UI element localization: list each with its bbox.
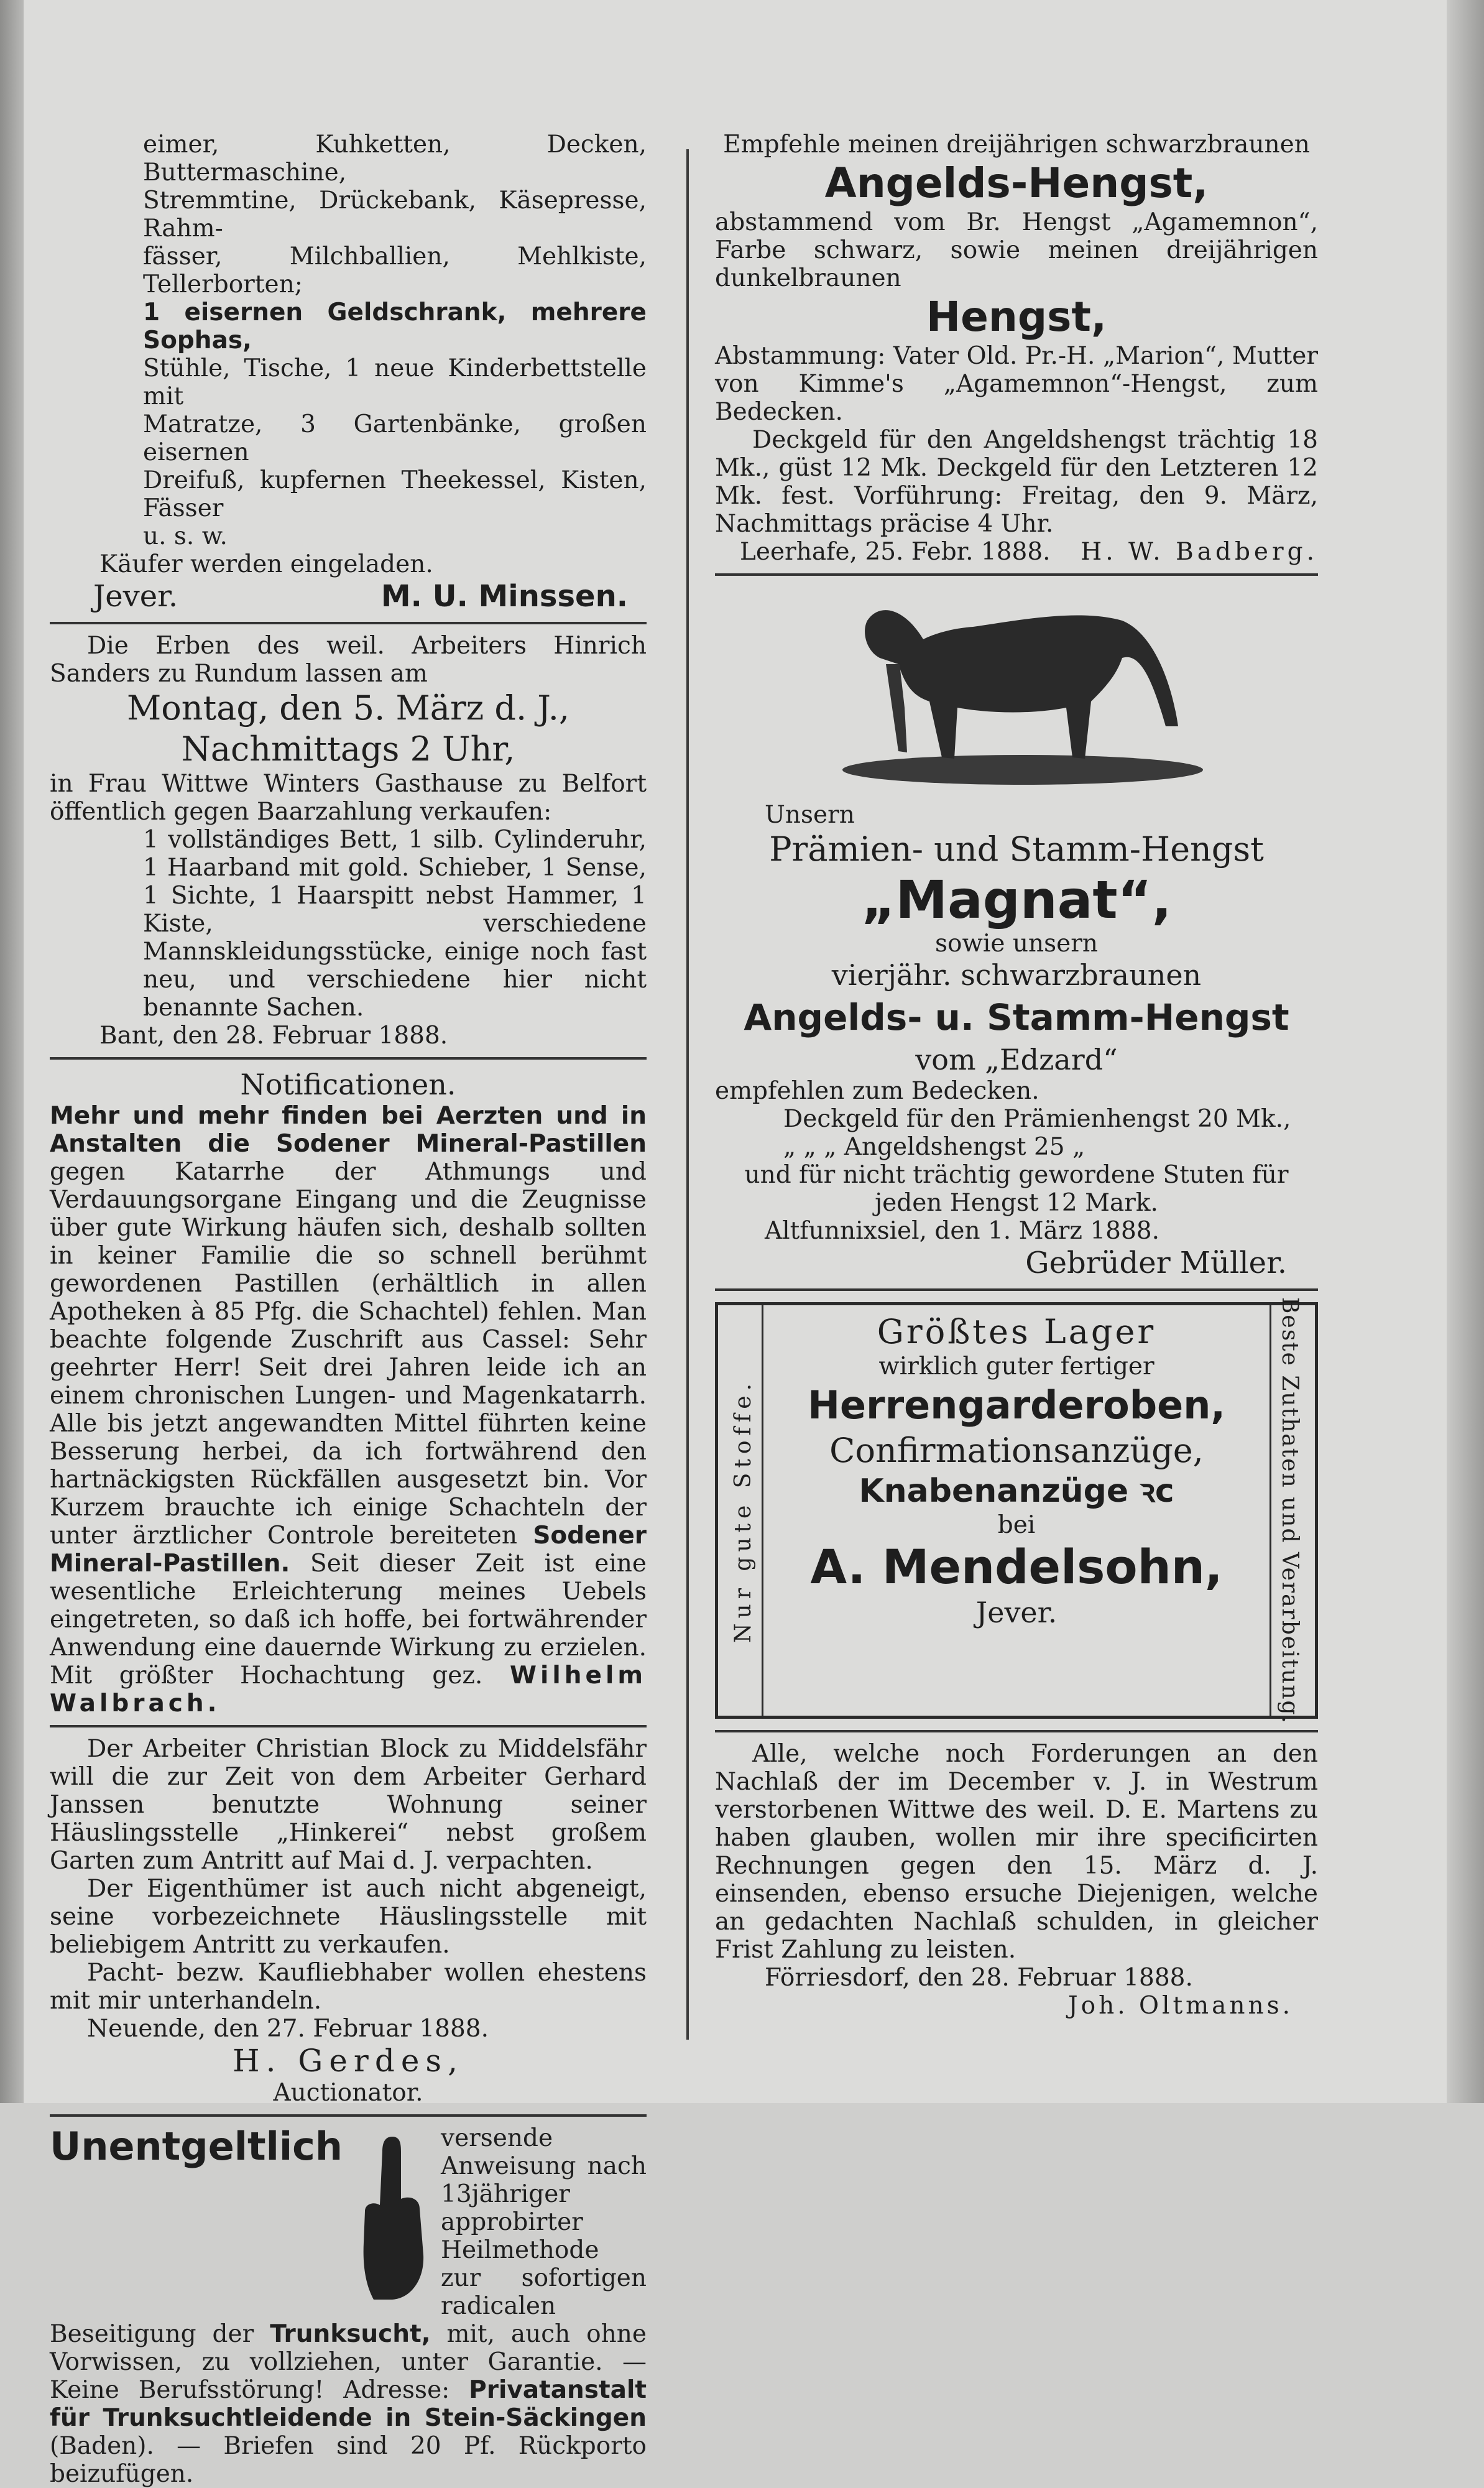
- auction1-line: Stremmtine, Drückebank, Käsepresse, Rahm-: [143, 187, 647, 243]
- notifications-section: [50, 1067, 647, 1718]
- auction1-line: eimer, Kuhketten, Decken, Buttermaschine,: [143, 131, 647, 187]
- magnat-l5: vierjähr. schwarzbraunen: [831, 958, 1202, 992]
- auction1-line: Käufer werden eingeladen.: [99, 550, 433, 578]
- shop-side-right: Beste Zuthaten und Verarbeitung.: [1270, 1305, 1309, 1716]
- right-column: [715, 131, 1318, 2020]
- notif-body: gegen Katarrhe der Athmungs und Verdauungsorgane Eingang und die Zeugnisse über gute Wirkung häufen sich, deshalb sollten in keiner Familie die so schnell berühmt gewordenen Pastillen (erhältlich in allen Apotheken à 85 Pfg. die Schachtel) fehlen. Man beachte folgende Zuschrift aus Cassel: Sehr geehrter Herr! Seit drei Jahren leide ich an einem chronischen Lungen- und Magenkatarrh. Alle bis jetzt angewandten Mittel führten keine Besserung herbei, da ich fortwährend den hartnäckigsten Rückfällen ausgesetzt bin. Vor Kurzem brauchte ich einige Schachteln der unter ärztlicher Controle bereiteten: [50, 1158, 647, 1550]
- rule: [50, 2114, 647, 2117]
- magnat-p2: „ „ „ Angeldshengst 25 „: [783, 1133, 1085, 1161]
- magnat-l6: Angelds- u. Stamm-Hengst: [744, 996, 1289, 1038]
- estate-notice: [715, 1740, 1318, 2020]
- rule: [715, 1288, 1318, 1291]
- auction1-line: 1 eisernen Geldschrank, mehrere Sophas,: [143, 298, 647, 354]
- magnat-l8: empfehlen zum Bedecken.: [715, 1077, 1039, 1105]
- free-bold2: Privatanstalt für Trunksuchtleidende in Stein-Säckingen: [50, 2376, 647, 2432]
- auction1-line: Stühle, Tische, 1 neue Kinderbettstelle mit: [143, 354, 647, 410]
- lease-p2: Der Eigenthümer ist auch nicht abgeneigt, seine vorbezeichnete Häuslingsstelle mit beliebigem Antritt zu verkaufen.: [50, 1875, 647, 1959]
- magnat-p3: und für nicht trächtig gewordene Stuten für jeden Hengst 12 Mark.: [744, 1161, 1289, 1217]
- auction2-items: 1 vollständiges Bett, 1 silb. Cylinderuhr, 1 Haarband mit gold. Schieber, 1 Sense, 1 Sichte, 1 Haarspitt nebst Hammer, 1 Kiste, verschiedene Mannskleidungsstücke, einige noch fast neu, und verschiedene hier nicht benannte Sachen.: [143, 826, 647, 1022]
- lease-ad: [50, 1735, 647, 2107]
- free-treatment-ad: [50, 2124, 647, 2488]
- magnat-l7: vom „Edzard“: [915, 1043, 1118, 1076]
- auction2-date: Montag, den 5. März d. J.,: [126, 688, 570, 728]
- shop-l3: Herrengarderoben,: [808, 1382, 1225, 1428]
- auction1-line: Dreifuß, kupfernen Theekessel, Kisten, Fässer: [143, 466, 647, 522]
- auction1-place: Jever.: [93, 579, 178, 614]
- page-edge: [1447, 0, 1484, 2103]
- auction1-line: fässer, Milchballien, Mehlkiste, Tellerborten;: [143, 243, 647, 298]
- lease-p1: Der Arbeiter Christian Block zu Middelsfähr will die zur Zeit von dem Arbeiter Gerhard Janssen benutzte Wohnung seiner Häuslingsstelle „Hinkerei“ nebst großem Garten zum Antritt auf Mai d. J. verpachten.: [50, 1735, 647, 1875]
- lease-footer: Neuende, den 27. Februar 1888.: [87, 2015, 489, 2043]
- lease-role: Auctionator.: [273, 2079, 423, 2107]
- stallion-p3: Deckgeld für den Angeldshengst trächtig 18 Mk., güst 12 Mk. Deckgeld für den Letzteren 12 Mk. fest. Vorführung: Freitag, den 9. März, Nachmittags präcise 4 Uhr.: [715, 426, 1318, 538]
- notif-lead: Mehr und mehr finden bei Aerzten und in Anstalten die Sodener Mineral-Pastillen: [50, 1102, 647, 1158]
- rule: [50, 1057, 647, 1060]
- auction1-line: u. s. w.: [143, 522, 228, 550]
- auction-ad-1: [50, 131, 647, 614]
- stallion-intro: Empfehle meinen dreijährigen schwarzbraunen: [723, 131, 1310, 159]
- stallion-p1: abstammend vom Br. Hengst „Agamemnon“, Farbe schwarz, sowie meinen dreijährigen dunkelbraunen: [715, 208, 1318, 292]
- stallion-place: Leerhafe, 25. Febr. 1888.: [740, 538, 1051, 566]
- shop-ad-box: [715, 1297, 1318, 1724]
- notif-signer: Wilhelm Walbrach.: [50, 1662, 647, 1718]
- rule: [50, 1725, 647, 1727]
- shop-l2: wirklich guter fertiger: [878, 1353, 1154, 1380]
- estate-signer: Joh. Oltmanns.: [1067, 1992, 1293, 2020]
- lease-p3: Pacht- bezw. Kaufliebhaber wollen ehestens mit mir unterhandeln.: [50, 1959, 647, 2015]
- stallion-signer: H. W. Badberg.: [1081, 538, 1318, 566]
- horse-illustration: [830, 583, 1203, 795]
- shop-side-left: Nur gute Stoffe.: [724, 1305, 763, 1716]
- stallion-title-2: Hengst,: [926, 293, 1107, 341]
- auction2-footer: Bant, den 28. Februar 1888.: [99, 1022, 448, 1050]
- magnat-l2: Prämien- und Stamm-Hengst: [769, 830, 1264, 869]
- notif-body2: Seit dieser Zeit ist eine wesentliche Erleichterung meines Uebels eingetreten, so daß ich hoffe, bei fortwährender Anwendung eine dauernde Wirkung zu erzielen. Mit größter Hochachtung gez.: [50, 1550, 647, 1690]
- magnat-p1: Deckgeld für den Prämienhengst 20 Mk.,: [783, 1105, 1291, 1133]
- magnat-ad: [715, 583, 1318, 1281]
- magnat-l4: sowie unsern: [935, 930, 1098, 958]
- shop-name: A. Mendelsohn,: [810, 1539, 1223, 1594]
- free-body2: mit, auch ohne Vorwissen, zu vollziehen, unter Garantie. — Keine Berufsstörung! Adresse:: [50, 2320, 647, 2404]
- shop-l1: Größtes Lager: [877, 1312, 1156, 1351]
- free-bold1: Trunksucht,: [270, 2320, 431, 2348]
- free-body: versende Anweisung nach 13jähriger approbirter Heilmethode zur sofortigen radicalen Beseitigung der: [50, 2124, 647, 2348]
- estate-place: Förriesdorf, den 28. Februar 1888.: [765, 1964, 1193, 1992]
- magnat-place: Altfunnixsiel, den 1. März 1888.: [765, 1217, 1159, 1245]
- magnat-name: „Magnat“,: [861, 869, 1172, 930]
- rule: [715, 573, 1318, 576]
- left-column: [50, 131, 647, 2488]
- magnat-signer: Gebrüder Müller.: [1025, 1246, 1287, 1280]
- estate-body: Alle, welche noch Forderungen an den Nachlaß der im December v. J. in Westrum verstorbenen Wittwe des weil. D. E. Martens zu haben glauben, wollen mir ihre specificirten Rechnungen gegen den 15. März d. J. einsenden, ebenso ersuche Diejenigen, welche an gedachten Nachlaß schulden, in gleicher Frist Zahlung zu leisten.: [715, 1740, 1318, 1964]
- notifications-title: Notificationen.: [240, 1068, 456, 1101]
- pointing-hand-icon: [355, 2130, 430, 2305]
- free-headline: Unentgeltlich: [50, 2124, 343, 2169]
- stallion-p2: Abstammung: Vater Old. Pr.-H. „Marion“, Mutter von Kimme's „Agamemnon“-Hengst, zum Bedecken.: [715, 342, 1318, 426]
- lease-signer: H. Gerdes,: [233, 2043, 464, 2079]
- auction2-time: Nachmittags 2 Uhr,: [181, 729, 515, 769]
- column-divider: [686, 149, 689, 2040]
- book-spine: [0, 0, 24, 2103]
- auction2-body: in Frau Wittwe Winters Gasthause zu Belfort öffentlich gegen Baarzahlung verkaufen:: [50, 770, 647, 826]
- free-body3: (Baden). — Briefen sind 20 Pf. Rückporto beizufügen.: [50, 2432, 647, 2488]
- shop-l4: Confirmationsanzüge,: [829, 1431, 1204, 1470]
- stallion-title: Angelds-Hengst,: [824, 159, 1209, 207]
- auction-ad-2: [50, 632, 647, 1050]
- auction1-line: Matratze, 3 Gartenbänke, großen eisernen: [143, 410, 647, 466]
- shop-l6: bei: [997, 1511, 1036, 1539]
- rule: [715, 1730, 1318, 1732]
- auction2-intro: Die Erben des weil. Arbeiters Hinrich Sanders zu Rundum lassen am: [50, 632, 647, 688]
- notif-product: Sodener Mineral-Pastillen.: [50, 1522, 647, 1578]
- rule: [50, 622, 647, 624]
- shop-l8: Jever.: [975, 1596, 1058, 1629]
- stallion-ad: [715, 131, 1318, 566]
- auction1-signer: M. U. Minssen.: [380, 579, 628, 614]
- magnat-l1: Unsern: [765, 801, 855, 829]
- shop-l5: Knabenanzüge ꝛc: [859, 1473, 1174, 1510]
